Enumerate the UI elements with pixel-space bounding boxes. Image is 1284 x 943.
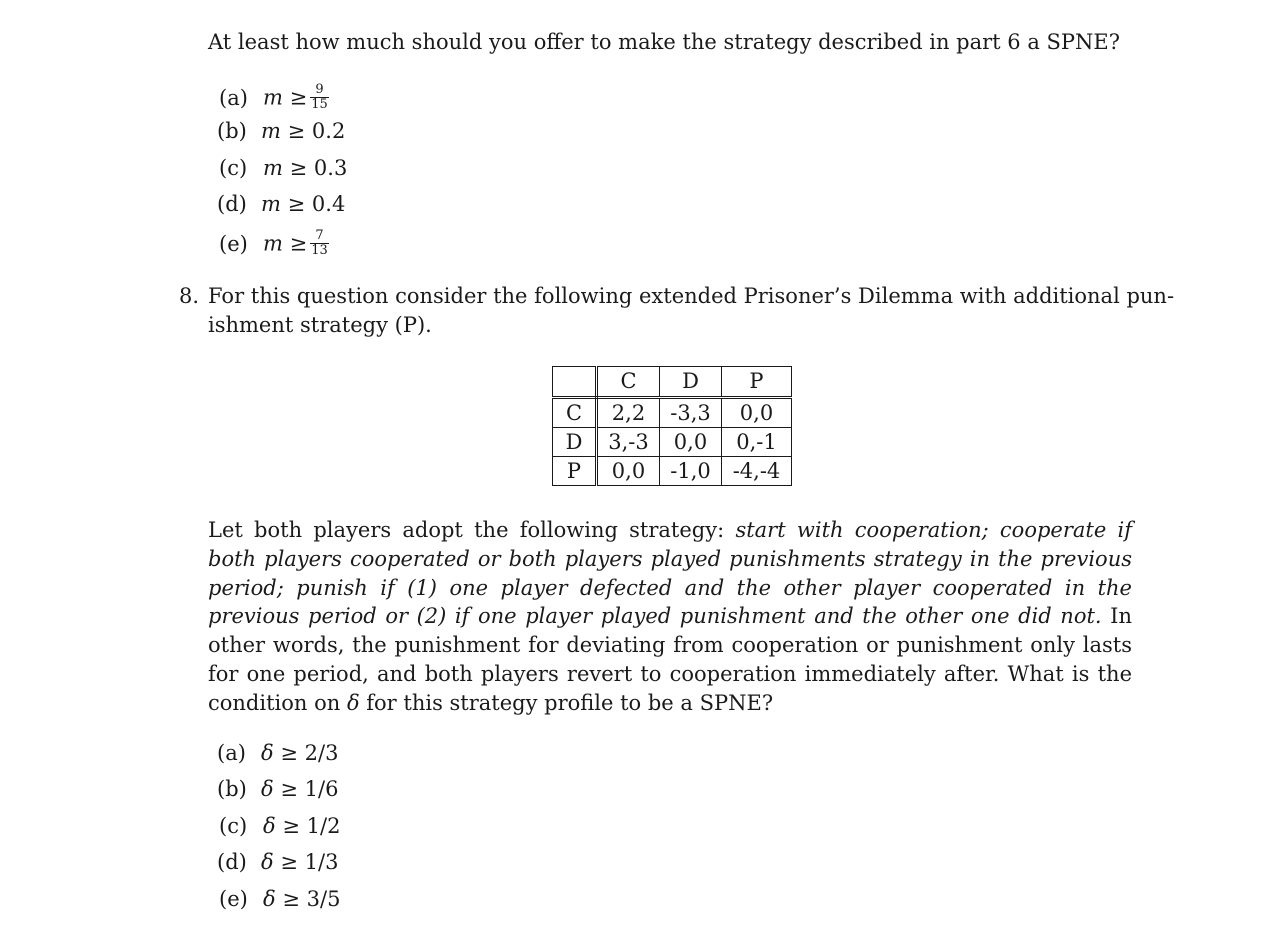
option-variable: δ <box>261 850 274 874</box>
payoff-row-header: C <box>553 398 597 428</box>
option-label: (a) <box>219 85 248 110</box>
payoff-cell: 0,0 <box>660 428 722 457</box>
payoff-row-header: P <box>553 457 597 486</box>
option-value: 3/5 <box>306 887 341 911</box>
option-operator: ≥ <box>287 119 306 143</box>
paragraph-strategy-italic: start with cooperation; cooperate if both players cooperated or both players played punishments strategy in the previous period; punish if (1) one player defected and the other player cooperated in the previous period or (2) if one player played punishment and the other one did not. <box>208 518 1132 629</box>
payoff-row <box>553 398 792 428</box>
fraction-denominator: 15 <box>311 96 328 112</box>
payoff-col-header: C <box>597 367 660 398</box>
option-operator: ≥ <box>280 850 298 874</box>
q7-option-b <box>217 121 345 142</box>
option-label: (b) <box>217 777 247 801</box>
question-8-intro-line-2: ishment strategy (P). <box>208 313 432 337</box>
option-operator: ≥ <box>280 777 298 801</box>
q7-option-e <box>219 228 329 259</box>
option-value: 1/3 <box>304 850 339 874</box>
payoff-cell: 0,-1 <box>722 428 792 457</box>
option-operator: ≥ <box>282 887 300 911</box>
option-variable: m <box>263 231 283 256</box>
option-variable: m <box>261 192 281 216</box>
paragraph-lead: Let both players adopt the following strategy: <box>208 518 736 542</box>
fraction-numerator: 7 <box>310 229 329 244</box>
option-variable: δ <box>263 887 276 911</box>
q7-option-a <box>219 82 329 113</box>
payoff-row <box>553 428 792 457</box>
question-8-intro-line-1: For this question consider the following extended Prisoner’s Dilemma with additional pun- <box>208 284 1175 308</box>
option-variable: m <box>263 85 283 110</box>
option-operator: ≥ <box>282 814 300 838</box>
option-value: 1/6 <box>304 777 339 801</box>
payoff-cell: 2,2 <box>597 398 660 428</box>
q7-option-d <box>217 194 345 215</box>
fraction-denominator: 13 <box>311 242 328 258</box>
option-variable: δ <box>263 814 276 838</box>
fraction-numerator: 9 <box>310 83 329 98</box>
payoff-cell: -4,-4 <box>722 457 792 486</box>
option-variable: m <box>261 119 281 143</box>
option-operator: ≥ <box>289 156 308 180</box>
payoff-row <box>553 457 792 486</box>
option-operator: ≥ <box>289 85 308 110</box>
option-variable: m <box>263 156 283 180</box>
payoff-row-header: D <box>553 428 597 457</box>
option-label: (b) <box>217 119 247 143</box>
option-variable: δ <box>261 777 274 801</box>
payoff-cell: -1,0 <box>660 457 722 486</box>
q7-option-c <box>219 158 347 179</box>
option-operator: ≥ <box>280 741 298 765</box>
paragraph-rest-2: for this strategy profile to be a SPNE? <box>359 690 774 715</box>
option-value: 0.4 <box>311 192 346 216</box>
paragraph-delta: δ <box>346 690 360 715</box>
option-operator: ≥ <box>289 231 308 256</box>
q8-option-e <box>219 889 340 910</box>
payoff-col-header: D <box>660 367 722 398</box>
option-label: (d) <box>217 850 247 874</box>
option-label: (e) <box>219 231 248 256</box>
option-variable: δ <box>261 741 274 765</box>
q8-option-c <box>219 816 340 837</box>
question-8-number: 8. <box>179 284 200 308</box>
payoff-matrix <box>552 366 792 486</box>
option-fraction <box>310 229 329 257</box>
option-label: (d) <box>217 192 247 216</box>
option-operator: ≥ <box>287 192 306 216</box>
payoff-col-header: P <box>722 367 792 398</box>
option-value: 1/2 <box>306 814 341 838</box>
payoff-cell: 0,0 <box>597 457 660 486</box>
strategy-paragraph <box>208 516 1132 718</box>
option-label: (c) <box>219 814 248 838</box>
option-value: 0.3 <box>313 156 348 180</box>
option-value: 2/3 <box>304 741 339 765</box>
question-7-prompt: At least how much should you offer to make the strategy described in part 6 a SPNE? <box>208 30 1121 54</box>
option-fraction <box>310 83 329 111</box>
paragraph-rest-1: In other words, the punishment for deviating from cooperation or punishment only lasts for one period, and both players revert to cooperation immediately after. What is the condition on <box>208 604 1132 715</box>
q8-option-b <box>217 779 338 800</box>
payoff-cell: 0,0 <box>722 398 792 428</box>
payoff-cell: -3,3 <box>660 398 722 428</box>
option-label: (a) <box>217 741 246 765</box>
option-value: 0.2 <box>311 119 346 143</box>
option-label: (e) <box>219 887 248 911</box>
payoff-header-row <box>553 367 792 398</box>
q8-option-a <box>217 743 338 764</box>
payoff-cell: 3,-3 <box>597 428 660 457</box>
payoff-corner-cell <box>553 367 597 398</box>
q8-option-d <box>217 852 338 873</box>
option-label: (c) <box>219 156 248 180</box>
